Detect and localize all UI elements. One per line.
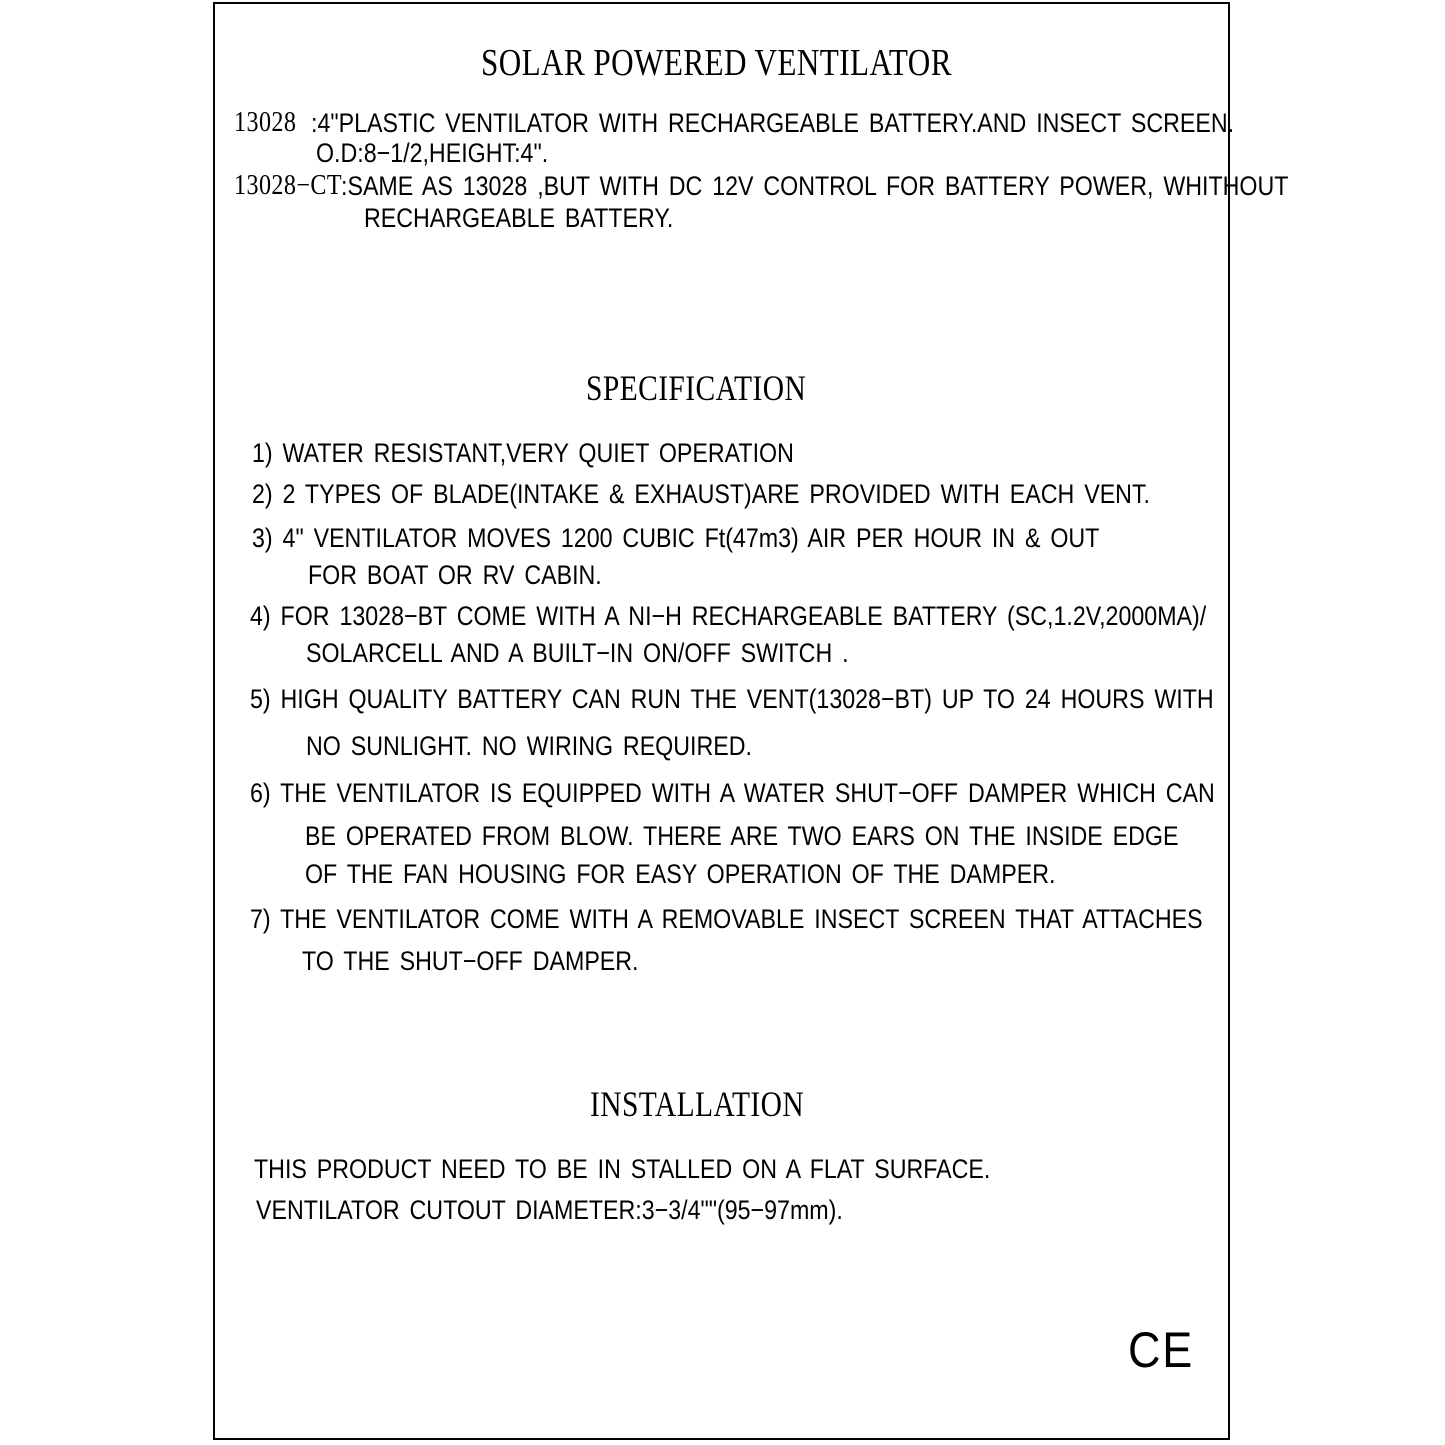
spec-item: 1) WATER RESISTANT,VERY QUIET OPERATION — [252, 438, 794, 468]
spec-item-cont: TO THE SHUT−OFF DAMPER. — [302, 946, 639, 976]
specification-heading: SPECIFICATION — [586, 368, 807, 408]
spec-item: 7) THE VENTILATOR COME WITH A REMOVABLE INSECT SCREEN THAT ATTACHES — [250, 904, 1203, 934]
model-code: 13028 — [234, 107, 297, 138]
model-description: :4"PLASTIC VENTILATOR WITH RECHARGEABLE BATTERY.AND INSECT SCREEN. — [311, 108, 1235, 138]
model-description: :SAME AS 13028 ,BUT WITH DC 12V CONTROL FOR BATTERY POWER, WHITHOUT — [341, 171, 1289, 201]
spec-item: 6) THE VENTILATOR IS EQUIPPED WITH A WATER SHUT−OFF DAMPER WHICH CAN — [250, 778, 1215, 808]
spec-item: 4) FOR 13028−BT COME WITH A NI−H RECHARGEABLE BATTERY (SC,1.2V,2000MA)/ — [250, 601, 1207, 631]
model-description-cont: RECHARGEABLE BATTERY. — [364, 203, 674, 233]
installation-line: VENTILATOR CUTOUT DIAMETER:3−3/4""(95−97mm). — [256, 1195, 843, 1225]
installation-line: THIS PRODUCT NEED TO BE IN STALLED ON A FLAT SURFACE. — [254, 1154, 991, 1184]
document-title: SOLAR POWERED VENTILATOR — [481, 42, 952, 84]
spec-item: 5) HIGH QUALITY BATTERY CAN RUN THE VENT(13028−BT) UP TO 24 HOURS WITH — [250, 684, 1214, 714]
spec-item-cont: OF THE FAN HOUSING FOR EASY OPERATION OF THE DAMPER. — [305, 859, 1056, 889]
spec-item-cont: BE OPERATED FROM BLOW. THERE ARE TWO EARS ON THE INSIDE EDGE — [305, 821, 1179, 851]
model-code: 13028−CT — [234, 170, 342, 201]
spec-item-cont: FOR BOAT OR RV CABIN. — [308, 560, 602, 590]
spec-item: 2) 2 TYPES OF BLADE(INTAKE & EXHAUST)ARE PROVIDED WITH EACH VENT. — [252, 479, 1151, 509]
spec-item: 3) 4" VENTILATOR MOVES 1200 CUBIC Ft(47m3) AIR PER HOUR IN & OUT — [252, 523, 1100, 553]
installation-heading: INSTALLATION — [590, 1084, 805, 1124]
model-description-cont: O.D:8−1/2,HEIGHT:4". — [316, 138, 549, 168]
spec-item-cont: SOLARCELL AND A BUILT−IN ON/OFF SWITCH . — [306, 638, 849, 668]
ce-mark: CE — [1128, 1322, 1195, 1378]
spec-item-cont: NO SUNLIGHT. NO WIRING REQUIRED. — [306, 731, 752, 761]
